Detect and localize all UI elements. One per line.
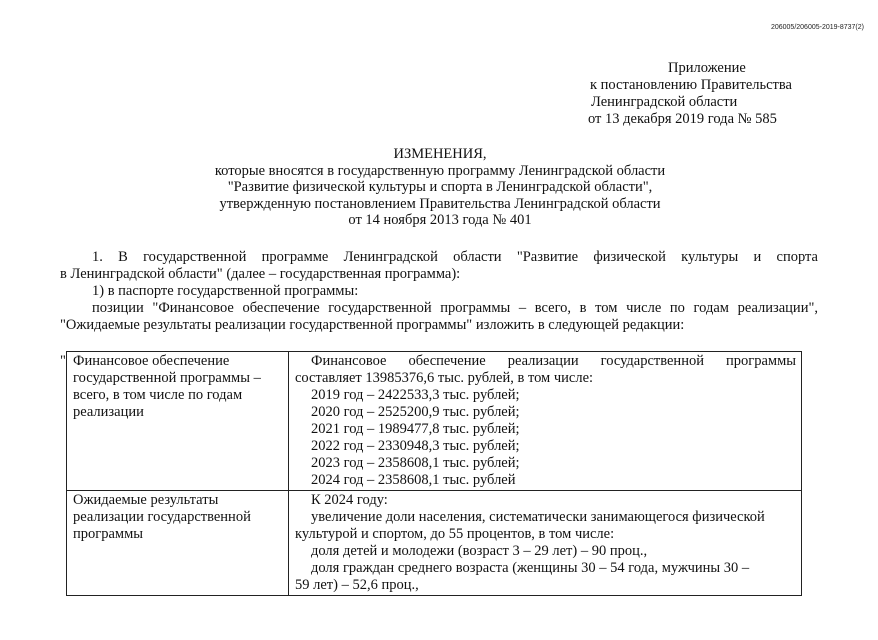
paragraph: в Ленинградской области" (далее – государственная программа): bbox=[60, 266, 461, 282]
funding-total: составляет 13985376,6 тыс. рублей, в том числе: bbox=[295, 370, 594, 386]
result-line: 59 лет) – 52,6 проц., bbox=[295, 577, 419, 593]
year-item: 2022 год – 2330948,3 тыс. рублей; bbox=[311, 438, 520, 454]
table-cell-content bbox=[289, 352, 802, 491]
appendix-line: Ленинградской области bbox=[591, 94, 738, 110]
paragraph: "Ожидаемые результаты реализации государственной программы" изложить в следующей редакции: bbox=[60, 317, 685, 333]
appendix-block bbox=[588, 60, 828, 128]
program-table bbox=[66, 351, 802, 596]
result-line: К 2024 году: bbox=[311, 492, 388, 508]
result-line: увеличение доли населения, систематически занимающегося физической bbox=[311, 509, 765, 525]
table-cell-label: Финансовое обеспечение государственной программы – всего, в том числе по годам реализации bbox=[67, 352, 289, 491]
heading-title: ИЗМЕНЕНИЯ, bbox=[393, 146, 487, 162]
heading-line: утвержденную постановлением Правительства Ленинградской области bbox=[219, 195, 661, 212]
paragraph: 1) в паспорте государственной программы: bbox=[92, 283, 359, 299]
table-cell-content bbox=[289, 491, 802, 596]
year-item: 2019 год – 2422533,3 тыс. рублей; bbox=[311, 387, 520, 403]
result-line: культурой и спортом, до 55 процентов, в том числе: bbox=[295, 526, 615, 542]
year-item: 2024 год – 2358608,1 тыс. рублей bbox=[311, 472, 516, 488]
heading-line: которые вносятся в государственную программу Ленинградской области bbox=[214, 162, 666, 179]
table-row bbox=[67, 491, 802, 596]
result-line: доля детей и молодежи (возраст 3 – 29 лет) – 90 проц., bbox=[311, 543, 648, 559]
result-line: доля граждан среднего возраста (женщины 30 – 54 года, мужчины 30 – bbox=[311, 560, 750, 576]
paragraph: 1. В государственной программе Ленинградской области "Развитие физической культуры и спорта bbox=[92, 249, 818, 265]
heading-line: от 14 ноября 2013 года № 401 bbox=[348, 212, 532, 229]
year-item: 2021 год – 1989477,8 тыс. рублей; bbox=[311, 421, 520, 437]
funding-intro: Финансовое обеспечение реализации государственной программы bbox=[311, 353, 796, 369]
document-body bbox=[60, 249, 818, 334]
document-id: 206005/206005-2019-8737(2) bbox=[770, 24, 864, 31]
document-heading bbox=[60, 146, 820, 229]
opening-quote: " bbox=[60, 353, 66, 369]
year-item: 2023 год – 2358608,1 тыс. рублей; bbox=[311, 455, 520, 471]
table-cell-label: Ожидаемые результаты реализации государственной программы bbox=[67, 491, 289, 596]
appendix-date: от 13 декабря 2019 года № 585 bbox=[588, 111, 777, 127]
table-row bbox=[67, 352, 802, 491]
appendix-line: к постановлению Правительства bbox=[590, 77, 792, 93]
year-item: 2020 год – 2525200,9 тыс. рублей; bbox=[311, 404, 520, 420]
appendix-title: Приложение bbox=[668, 60, 746, 76]
heading-line: "Развитие физической культуры и спорта в Ленинградской области", bbox=[227, 179, 653, 196]
paragraph: позиции "Финансовое обеспечение государственной программы – всего, в том числе по годам реализации", bbox=[92, 300, 818, 316]
